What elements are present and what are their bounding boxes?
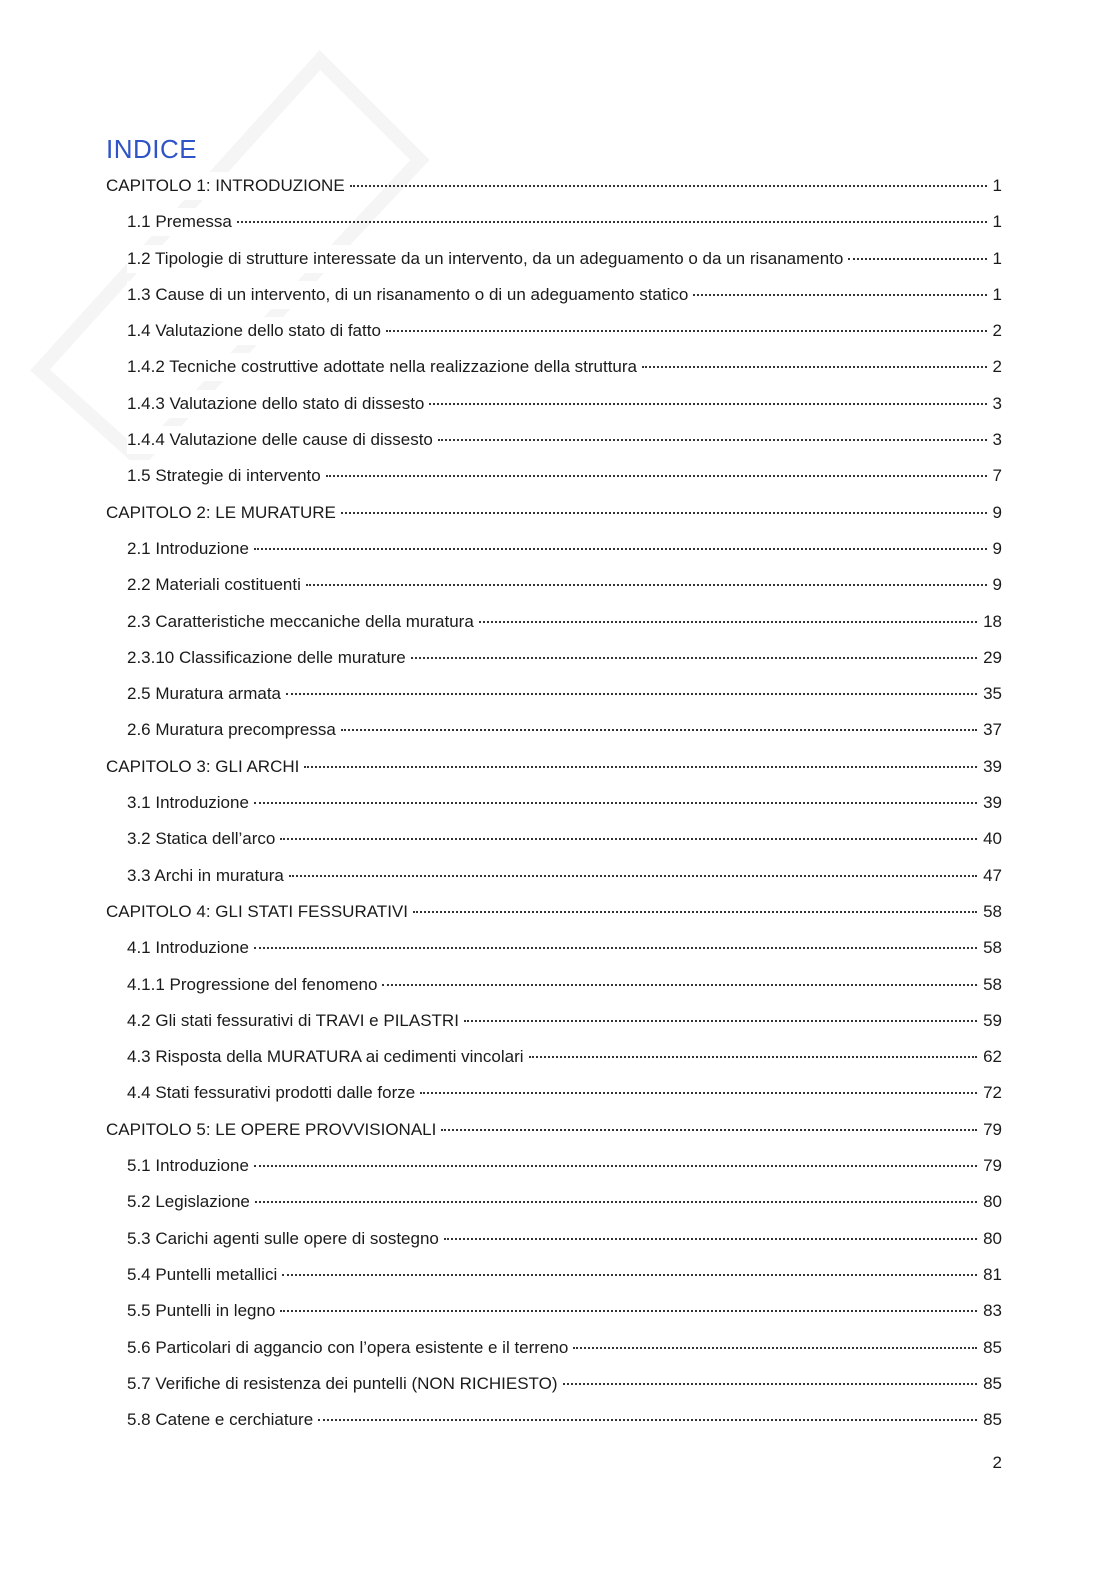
toc-entry-label: 5.2 Legislazione <box>127 1188 253 1216</box>
toc-entry-page: 58 <box>983 901 1002 921</box>
toc-entry-page: 3 <box>992 430 1002 450</box>
toc-section-entry[interactable] <box>106 1188 1002 1224</box>
toc-entry-page: 85 <box>983 1410 1002 1430</box>
toc-section-entry[interactable] <box>106 1152 1002 1188</box>
toc-dot-leader <box>413 910 977 913</box>
toc-entry-page: 1 <box>992 284 1002 304</box>
toc-dot-leader <box>464 1019 977 1022</box>
toc-dot-leader <box>444 1237 977 1240</box>
toc-entry-label: 2.5 Muratura armata <box>127 680 284 708</box>
toc-entry-label: 1.4.3 Valutazione dello stato di dissesto <box>127 390 427 418</box>
toc-dot-leader <box>280 837 977 840</box>
toc-section-entry[interactable] <box>106 208 1002 244</box>
toc-dot-leader <box>429 402 986 405</box>
toc-entry-page: 47 <box>983 865 1002 885</box>
toc-entry-label: 1.4.2 Tecniche costruttive adottate nella realizzazione della struttura <box>127 353 640 381</box>
toc-list <box>106 172 1002 1442</box>
toc-entry-label: 5.4 Puntelli metallici <box>127 1261 280 1289</box>
toc-entry-page: 3 <box>992 393 1002 413</box>
toc-entry-label: 2.3.10 Classificazione delle murature <box>127 644 409 672</box>
toc-entry-label: CAPITOLO 1: INTRODUZIONE <box>106 172 348 200</box>
toc-entry-label: 5.5 Puntelli in legno <box>127 1297 278 1325</box>
toc-entry-label: 4.1 Introduzione <box>127 934 252 962</box>
toc-section-entry[interactable] <box>106 1406 1002 1442</box>
toc-dot-leader <box>326 474 987 477</box>
toc-section-entry[interactable] <box>106 390 1002 426</box>
toc-entry-label: 3.1 Introduzione <box>127 789 252 817</box>
toc-entry-label: 4.1.1 Progressione del fenomeno <box>127 971 380 999</box>
toc-entry-page: 29 <box>983 647 1002 667</box>
toc-entry-page: 59 <box>983 1010 1002 1030</box>
toc-dot-leader <box>289 874 977 877</box>
toc-entry-page: 79 <box>983 1156 1002 1176</box>
toc-chapter-entry[interactable] <box>106 898 1002 934</box>
toc-entry-page: 9 <box>992 575 1002 595</box>
toc-entry-page: 58 <box>983 974 1002 994</box>
toc-title: INDICE <box>106 134 198 164</box>
toc-dot-leader <box>411 656 977 659</box>
toc-section-entry[interactable] <box>106 1297 1002 1333</box>
toc-chapter-entry[interactable] <box>106 1116 1002 1152</box>
toc-entry-page: 2 <box>992 357 1002 377</box>
toc-entry-label: 5.3 Carichi agenti sulle opere di sostegno <box>127 1225 442 1253</box>
toc-section-entry[interactable] <box>106 1043 1002 1079</box>
toc-section-entry[interactable] <box>106 1370 1002 1406</box>
toc-dot-leader <box>318 1418 977 1421</box>
toc-dot-leader <box>350 184 987 187</box>
toc-dot-leader <box>642 365 987 368</box>
toc-section-entry[interactable] <box>106 716 1002 752</box>
toc-entry-label: 2.1 Introduzione <box>127 535 252 563</box>
toc-dot-leader <box>529 1055 978 1058</box>
toc-entry-label: 5.6 Particolari di aggancio con l’opera esistente e il terreno <box>127 1334 571 1362</box>
toc-entry-label: 4.2 Gli stati fessurativi di TRAVI e PILASTRI <box>127 1007 462 1035</box>
toc-entry-label: 4.3 Risposta della MURATURA ai cedimenti vincolari <box>127 1043 527 1071</box>
toc-section-entry[interactable] <box>106 281 1002 317</box>
toc-entry-label: 1.3 Cause di un intervento, di un risanamento o di un adeguamento statico <box>127 281 691 309</box>
toc-dot-leader <box>237 220 987 223</box>
toc-section-entry[interactable] <box>106 353 1002 389</box>
toc-section-entry[interactable] <box>106 535 1002 571</box>
toc-entry-page: 40 <box>983 829 1002 849</box>
toc-chapter-entry[interactable] <box>106 499 1002 535</box>
toc-entry-page: 39 <box>983 793 1002 813</box>
toc-section-entry[interactable] <box>106 462 1002 498</box>
toc-entry-page: 35 <box>983 684 1002 704</box>
toc-section-entry[interactable] <box>106 571 1002 607</box>
toc-entry-label: 3.3 Archi in muratura <box>127 862 287 890</box>
toc-entry-page: 37 <box>983 720 1002 740</box>
toc-entry-page: 9 <box>992 502 1002 522</box>
toc-entry-label: 2.2 Materiali costituenti <box>127 571 304 599</box>
toc-section-entry[interactable] <box>106 1079 1002 1115</box>
toc-entry-page: 85 <box>983 1337 1002 1357</box>
toc-entry-label: 1.1 Premessa <box>127 208 235 236</box>
toc-dot-leader <box>479 620 977 623</box>
toc-chapter-entry[interactable] <box>106 753 1002 789</box>
toc-entry-page: 62 <box>983 1047 1002 1067</box>
toc-section-entry[interactable] <box>106 426 1002 462</box>
toc-entry-page: 85 <box>983 1373 1002 1393</box>
toc-entry-page: 1 <box>992 176 1002 195</box>
toc-entry-label: CAPITOLO 3: GLI ARCHI <box>106 753 302 781</box>
toc-entry-page: 1 <box>992 212 1002 232</box>
toc-section-entry[interactable] <box>106 1007 1002 1043</box>
toc-dot-leader <box>693 293 986 296</box>
toc-section-entry[interactable] <box>106 644 1002 680</box>
toc-entry-label: 2.6 Muratura precompressa <box>127 716 339 744</box>
toc-entry-label: CAPITOLO 4: GLI STATI FESSURATIVI <box>106 898 411 926</box>
toc-section-entry[interactable] <box>106 934 1002 970</box>
toc-section-entry[interactable] <box>106 245 1002 281</box>
toc-dot-leader <box>438 438 987 441</box>
toc-dot-leader <box>341 728 977 731</box>
toc-dot-leader <box>573 1346 977 1349</box>
toc-entry-page: 58 <box>983 938 1002 958</box>
toc-section-entry[interactable] <box>106 680 1002 716</box>
toc-dot-leader <box>306 583 987 586</box>
toc-entry-label: 1.2 Tipologie di strutture interessate da un intervento, da un adeguamento o da un risanamento <box>127 245 846 273</box>
toc-entry-label: 5.7 Verifiche di resistenza dei puntelli (NON RICHIESTO) <box>127 1370 561 1398</box>
toc-dot-leader <box>254 801 977 804</box>
toc-entry-page: 80 <box>983 1228 1002 1248</box>
toc-section-entry[interactable] <box>106 971 1002 1007</box>
toc-entry-page: 81 <box>983 1264 1002 1284</box>
toc-dot-leader <box>280 1309 977 1312</box>
toc-entry-label: 2.3 Caratteristiche meccaniche della muratura <box>127 608 477 636</box>
toc-entry-page: 39 <box>983 756 1002 776</box>
toc-section-entry[interactable] <box>106 1225 1002 1261</box>
toc-dot-leader <box>254 1164 977 1167</box>
toc-dot-leader <box>255 1200 977 1203</box>
toc-dot-leader <box>254 547 987 550</box>
toc-entry-page: 79 <box>983 1119 1002 1139</box>
toc-section-entry[interactable] <box>106 608 1002 644</box>
toc-dot-leader <box>254 946 977 949</box>
toc-dot-leader <box>386 329 987 332</box>
toc-section-entry[interactable] <box>106 1261 1002 1297</box>
toc-entry-label: CAPITOLO 5: LE OPERE PROVVISIONALI <box>106 1116 439 1144</box>
toc-dot-leader <box>282 1273 977 1276</box>
toc-entry-page: 83 <box>983 1301 1002 1321</box>
toc-entry-label: 1.4.4 Valutazione delle cause di dissesto <box>127 426 436 454</box>
toc-dot-leader <box>341 511 987 514</box>
toc-entry-label: 1.4 Valutazione dello stato di fatto <box>127 317 384 345</box>
toc-entry-page: 80 <box>983 1192 1002 1212</box>
toc-dot-leader <box>382 983 977 986</box>
toc-section-entry[interactable] <box>106 825 1002 861</box>
toc-section-entry[interactable] <box>106 317 1002 353</box>
toc-dot-leader <box>848 257 986 260</box>
toc-section-entry[interactable] <box>106 789 1002 825</box>
toc-entry-label: 4.4 Stati fessurativi prodotti dalle forze <box>127 1079 418 1107</box>
toc-dot-leader <box>286 692 977 695</box>
toc-entry-label: 3.2 Statica dell’arco <box>127 825 278 853</box>
toc-chapter-entry[interactable] <box>106 172 1002 208</box>
toc-dot-leader <box>441 1128 977 1131</box>
toc-entry-page: 2 <box>992 321 1002 341</box>
toc-entry-page: 72 <box>983 1083 1002 1103</box>
toc-section-entry[interactable] <box>106 1334 1002 1370</box>
toc-dot-leader <box>563 1382 978 1385</box>
toc-entry-label: 1.5 Strategie di intervento <box>127 462 324 490</box>
toc-entry-label: 5.1 Introduzione <box>127 1152 252 1180</box>
toc-entry-page: 7 <box>992 466 1002 486</box>
toc-entry-page: 18 <box>983 611 1002 631</box>
toc-entry-label: CAPITOLO 2: LE MURATURE <box>106 499 339 527</box>
toc-dot-leader <box>304 765 977 768</box>
toc-entry-page: 1 <box>992 248 1002 268</box>
toc-entry-page: 9 <box>992 538 1002 558</box>
toc-dot-leader <box>420 1091 977 1094</box>
toc-section-entry[interactable] <box>106 862 1002 898</box>
page-number: 2 <box>992 1453 1002 1472</box>
toc-entry-label: 5.8 Catene e cerchiature <box>127 1406 316 1434</box>
